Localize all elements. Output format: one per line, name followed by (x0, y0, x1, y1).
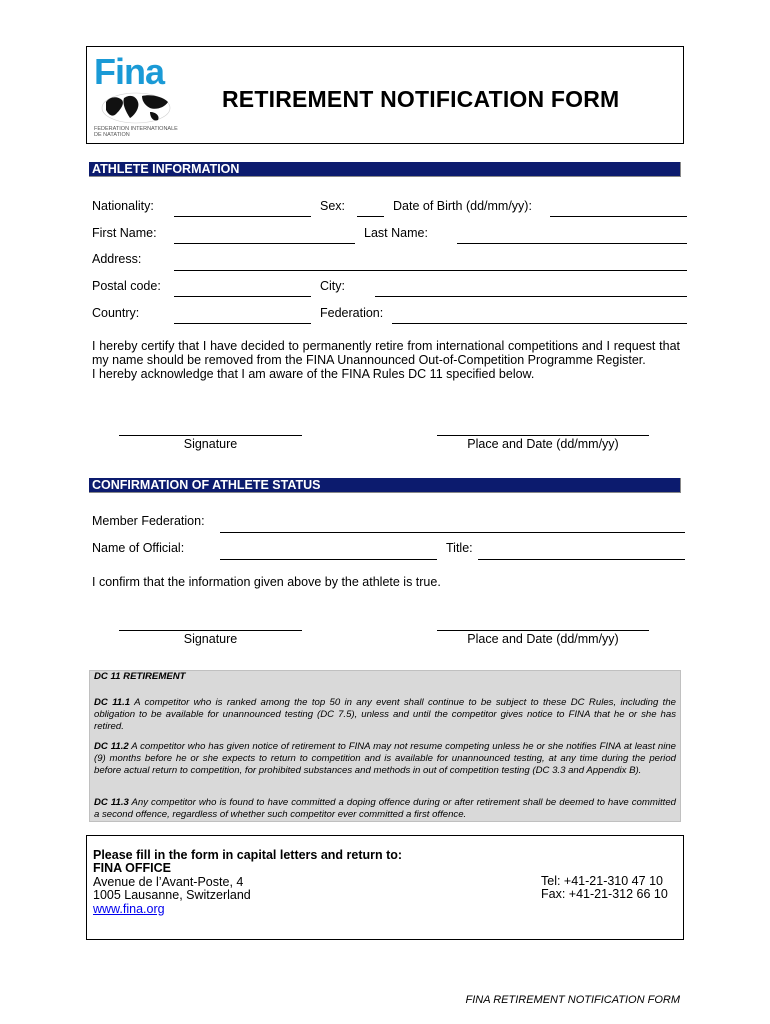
logo-subtitle: FEDERATION INTERNATIONALE DE NATATION (94, 126, 178, 138)
office-city: 1005 Lausanne, Switzerland (93, 888, 251, 903)
federation-label: Federation: (320, 306, 384, 320)
dc-rule-id: DC 11.3 (94, 797, 129, 808)
dc-rules-heading: DC 11 RETIREMENT (94, 671, 186, 682)
sex-label: Sex: (320, 199, 346, 213)
nationality-label: Nationality: (92, 199, 154, 213)
dob-field[interactable] (550, 216, 687, 217)
last-name-label: Last Name: (364, 226, 428, 240)
official-name-label: Name of Official: (92, 541, 185, 555)
athlete-place-date-line[interactable] (437, 435, 649, 436)
official-signature-label: Signature (183, 632, 238, 646)
logo-text: Fina (94, 52, 165, 92)
address-field[interactable] (174, 270, 687, 271)
nationality-field[interactable] (174, 216, 311, 217)
athlete-place-date-label: Place and Date (dd/mm/yy) (467, 437, 619, 451)
athlete-info-heading: ATHLETE INFORMATION (89, 162, 681, 177)
dc-rule-id: DC 11.1 (94, 697, 131, 708)
address-label: Address: (92, 252, 142, 266)
title-label: Title: (446, 541, 473, 555)
athlete-signature-line[interactable] (119, 435, 302, 436)
return-instruction: Please fill in the form in capital letters and return to: (93, 848, 403, 862)
website-link[interactable]: www.fina.org (93, 901, 165, 916)
athlete-signature-label: Signature (183, 437, 238, 451)
office-fax: Fax: +41-21-312 66 10 (541, 887, 668, 902)
city-label: City: (320, 279, 345, 293)
globe-icon (102, 93, 170, 123)
dc-rule-text: A competitor who is ranked among the top 50 in any event shall continue to be subject to these DC Rules, including the obligation to be available for unannounced testing (DC 7.5), unless and until the competitor gives notice to FINA that he or she has retired. (94, 697, 676, 732)
dc-rule-11-2 (94, 741, 676, 777)
sex-field[interactable] (357, 216, 384, 217)
member-federation-label: Member Federation: (92, 514, 205, 528)
dc-rule-11-3 (94, 797, 676, 821)
office-tel: Tel: +41-21-310 47 10 (541, 874, 663, 888)
dc-rule-text: Any competitor who is found to have committed a doping offence during or after retirement shall be deemed to have committed a second offence, regardless of whether such competitor ever committed a first offence. (94, 797, 677, 820)
official-signature-line[interactable] (119, 630, 302, 631)
confirm-text: I confirm that the information given above by the athlete is true. (92, 575, 441, 589)
dob-label: Date of Birth (dd/mm/yy): (393, 199, 532, 213)
return-address-block (93, 849, 402, 916)
first-name-field[interactable] (174, 243, 355, 244)
office-name: FINA OFFICE (93, 861, 172, 876)
official-place-date-line[interactable] (437, 630, 649, 631)
dc-rules-box (89, 670, 681, 822)
page-footer: FINA RETIREMENT NOTIFICATION FORM (465, 994, 680, 1006)
return-info-box (86, 835, 684, 940)
federation-field[interactable] (392, 323, 687, 324)
contact-block (541, 875, 668, 902)
acknowledge-text: I hereby acknowledge that I am aware of the FINA Rules DC 11 specified below. (92, 367, 535, 381)
city-field[interactable] (375, 296, 687, 297)
dc-rule-11-1 (94, 697, 676, 733)
dc-rule-id: DC 11.2 (94, 741, 129, 752)
postal-code-label: Postal code: (92, 279, 161, 293)
title-field[interactable] (478, 559, 685, 560)
last-name-field[interactable] (457, 243, 687, 244)
postal-code-field[interactable] (174, 296, 311, 297)
first-name-label: First Name: (92, 226, 157, 240)
dc-rule-text: A competitor who has given notice of retirement to FINA may not resume competing unless he or she notifies FINA at least nine (9) months before he or she expects to return to competition and is available for unannounced testing, at any time during the period before actual return to competition, for prohibited substances and methods in out of competition testing (DC 3.3 and Appendix B). (94, 741, 677, 776)
fina-logo (92, 52, 178, 142)
member-federation-field[interactable] (220, 532, 685, 533)
country-field[interactable] (174, 323, 311, 324)
confirmation-heading: CONFIRMATION OF ATHLETE STATUS (89, 478, 681, 493)
certify-text: I hereby certify that I have decided to permanently retire from international competitions and I request that my name should be removed from the FINA Unannounced Out-of-Competition Programme Register. (92, 339, 680, 367)
country-label: Country: (92, 306, 140, 320)
certify-paragraph (92, 339, 680, 381)
official-place-date-label: Place and Date (dd/mm/yy) (467, 632, 619, 646)
office-street: Avenue de l’Avant-Poste, 4 (93, 874, 244, 889)
page-title: RETIREMENT NOTIFICATION FORM (222, 86, 620, 112)
official-name-field[interactable] (220, 559, 437, 560)
